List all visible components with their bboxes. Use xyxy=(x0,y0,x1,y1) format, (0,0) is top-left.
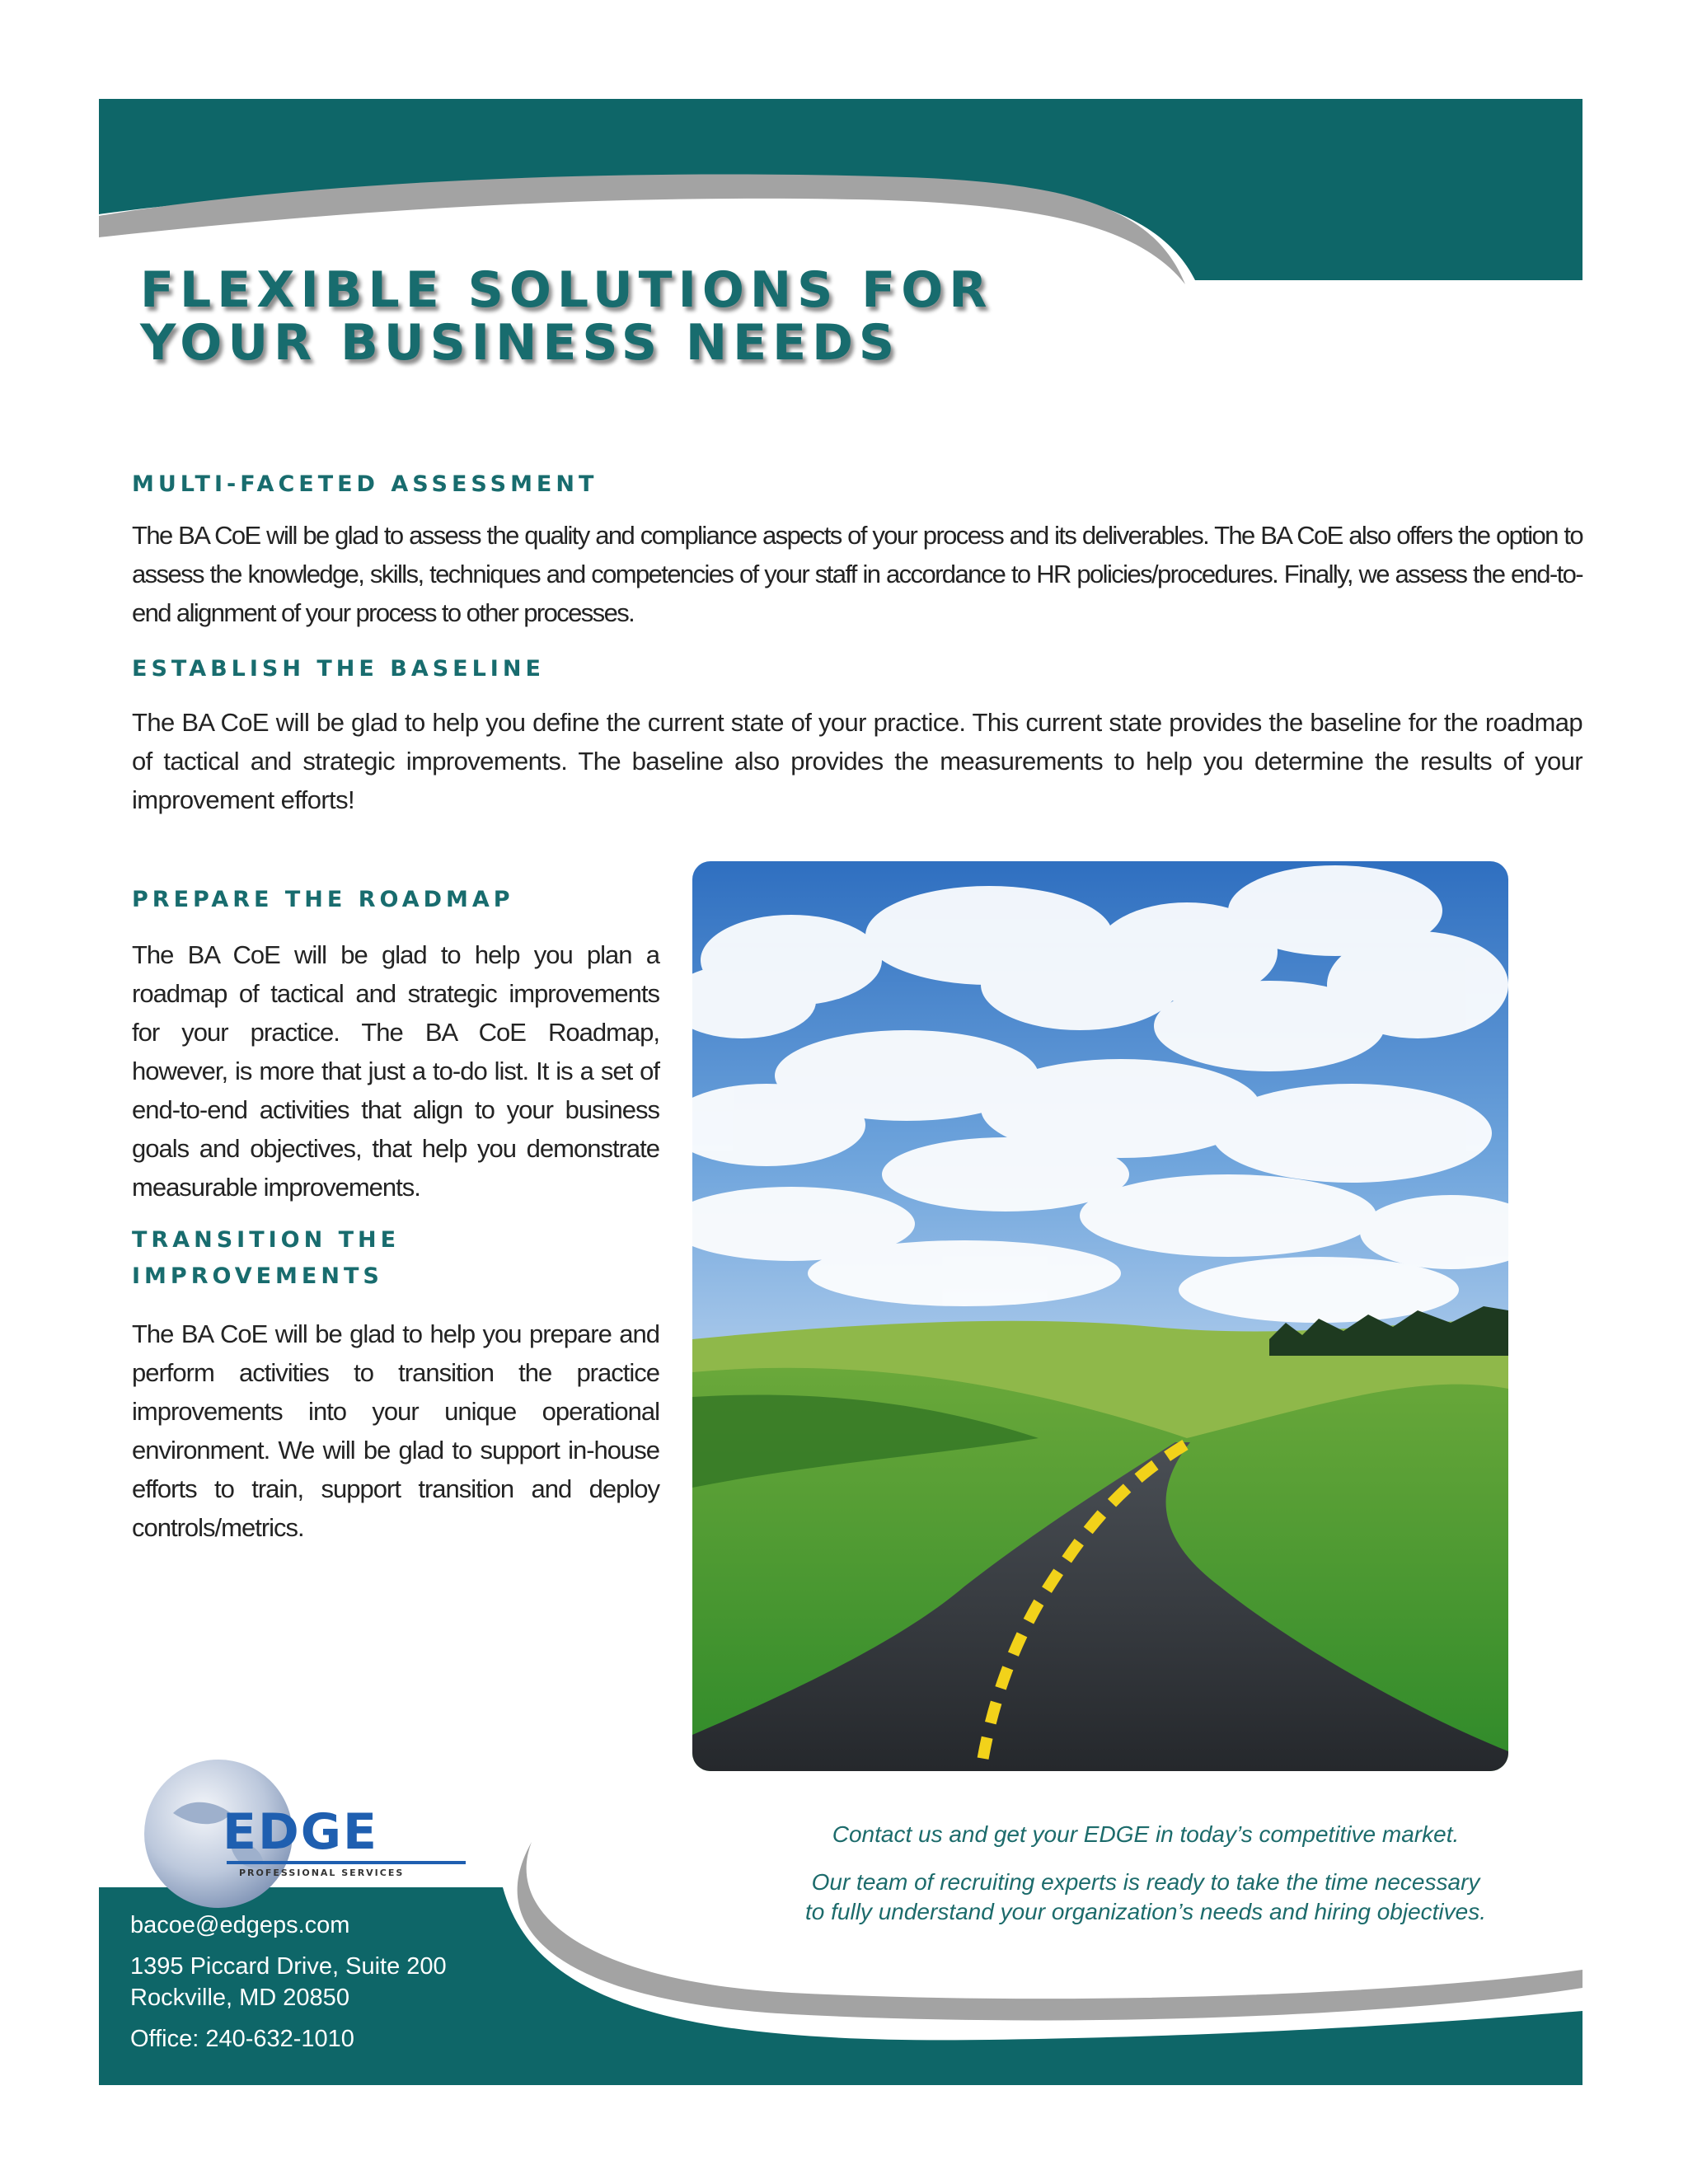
section-heading-transition: TRANSITION THE IMPROVEMENTS xyxy=(132,1227,401,1289)
edge-logo xyxy=(140,1755,470,1912)
section-body-transition: The BA CoE will be glad to help you prepare and perform activities to transition the practice improvements into your unique operational environment. We will be glad to support in-house efforts to train, support transition and deploy controls/metrics. xyxy=(132,1319,659,1542)
road-photo xyxy=(692,861,1508,1771)
section-body-assessment: The BA CoE will be glad to assess the quality and compliance aspects of your process and its deliverables. The BA CoE also offers the option to assess the knowledge, skills, techniques and competencies of your staff in accordance to HR policies/procedures. Finally, we assess the end-to-end alignment of your process to other processes. xyxy=(132,521,1582,627)
logo-tagline: PROFESSIONAL SERVICES xyxy=(239,1868,405,1878)
contact-tagline-3: to fully understand your organization’s needs and hiring objectives. xyxy=(805,1899,1486,1924)
section-heading-baseline: ESTABLISH THE BASELINE xyxy=(132,656,545,682)
logo-wordmark: EDGE xyxy=(223,1803,379,1861)
section-heading-roadmap: PREPARE THE ROADMAP xyxy=(132,887,514,912)
section-heading-assessment: MULTI-FACETED ASSESSMENT xyxy=(132,471,598,497)
office-phone: Office: 240-632-1010 xyxy=(130,2026,354,2052)
logo-underline xyxy=(227,1861,466,1864)
contact-tagline-1: Contact us and get your EDGE in today’s competitive market. xyxy=(832,1821,1460,1847)
address-city: Rockville, MD 20850 xyxy=(130,1985,349,2011)
contact-tagline-2: Our team of recruiting experts is ready to take the time necessary xyxy=(811,1869,1480,1895)
section-body-baseline: The BA CoE will be glad to help you define the current state of your practice. This current state provides the baseline for the roadmap of tactical and strategic improvements. The baseline also provides the measurements to help you determine the results of your improvement efforts! xyxy=(132,708,1582,814)
section-body-roadmap: The BA CoE will be glad to help you plan a roadmap of tactical and strategic improvements for your practice. The BA CoE Roadmap, however, is more that just a to-do list. It is a set of end-to-end activities that align to your business goals and objectives, that help you demonstrate measurable improvements. xyxy=(132,940,659,1202)
page-title: FLEXIBLE SOLUTIONS FOR YOUR BUSINESS NEEDS xyxy=(140,261,993,372)
contact-email[interactable]: bacoe@edgeps.com xyxy=(130,1912,350,1938)
address-street: 1395 Piccard Drive, Suite 200 xyxy=(130,1953,447,1980)
